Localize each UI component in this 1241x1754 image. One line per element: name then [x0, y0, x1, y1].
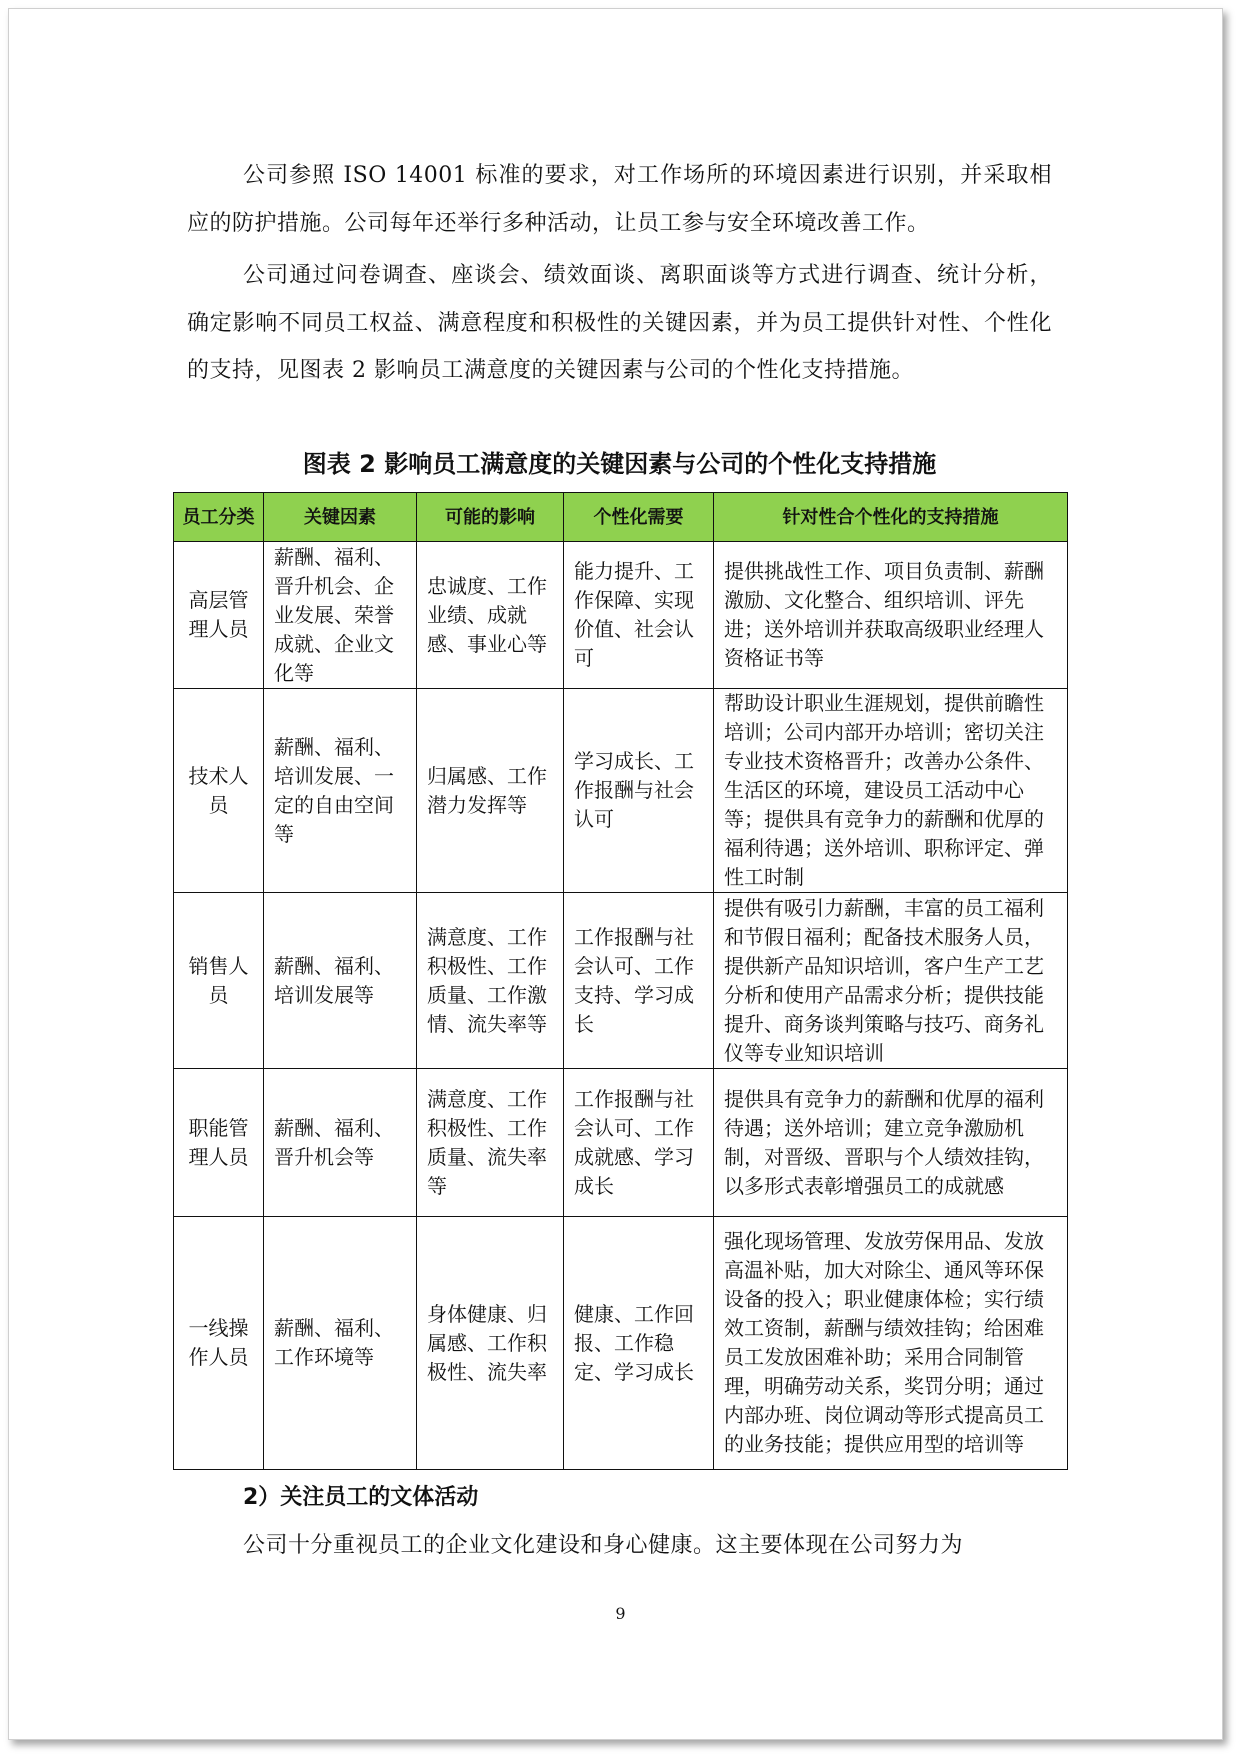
table-row	[174, 689, 1068, 893]
satisfaction-factors-table	[173, 492, 1068, 1470]
cell-measures: 提供有吸引力薪酬，丰富的员工福利和节假日福利；配备技术服务人员，提供新产品知识培训，客户生产工艺分析和使用产品需求分析；提供技能提升、商务谈判策略与技巧、商务礼仪等专业知识培训	[714, 893, 1068, 1069]
cell-needs: 工作报酬与社会认可、工作成就感、学习成长	[564, 1069, 714, 1217]
cell-key-factors: 薪酬、福利、培训发展、一定的自由空间等	[264, 689, 417, 893]
cell-impact: 满意度、工作积极性、工作质量、工作激情、流失率等	[417, 893, 564, 1069]
table-header-row	[174, 493, 1068, 542]
paragraph-environment: 公司参照 ISO 14001 标准的要求，对工作场所的环境因素进行识别，并采取相应的防护措施。公司每年还举行多种活动，让员工参与安全环境改善工作。	[187, 163, 1052, 236]
table-row	[174, 542, 1068, 689]
cell-key-factors: 薪酬、福利、培训发展等	[264, 893, 417, 1069]
header-key-factors: 关键因素	[264, 493, 417, 542]
header-support-measures: 针对性合个性化的支持措施	[714, 493, 1068, 542]
cell-measures: 强化现场管理、发放劳保用品、发放高温补贴，加大对除尘、通风等环保设备的投入；职业健康体检；实行绩效工资制，薪酬与绩效挂钩；给困难员工发放困难补助；采用合同制管理，明确劳动关系，奖罚分明；通过内部办班、岗位调动等形式提高员工的业务技能；提供应用型的培训等	[714, 1217, 1068, 1470]
table-row	[174, 1069, 1068, 1217]
cell-needs: 工作报酬与社会认可、工作支持、学习成长	[564, 893, 714, 1069]
page-number: 9	[615, 1604, 626, 1623]
header-employee-category: 员工分类	[174, 493, 264, 542]
paragraph-survey: 公司通过问卷调查、座谈会、绩效面谈、离职面谈等方式进行调查、统计分析，确定影响不同员工权益、满意程度和积极性的关键因素，并为员工提供针对性、个性化的支持，见图表 2 影响员工满意度的关键因素与公司的个性化支持措施。	[187, 263, 1052, 383]
cell-needs: 能力提升、工作保障、实现价值、社会认可	[564, 542, 714, 689]
cell-key-factors: 薪酬、福利、晋升机会、企业发展、荣誉成就、企业文化等	[264, 542, 417, 689]
cell-needs: 健康、工作回报、工作稳定、学习成长	[564, 1217, 714, 1470]
cell-key-factors: 薪酬、福利、晋升机会等	[264, 1069, 417, 1217]
cell-category: 高层管理人员	[174, 542, 264, 689]
cell-measures: 提供挑战性工作、项目负责制、薪酬激励、文化整合、组织培训、评先进；送外培训并获取高级职业经理人资格证书等	[714, 542, 1068, 689]
table-caption: 图表 2 影响员工满意度的关键因素与公司的个性化支持措施	[302, 450, 937, 478]
cell-measures: 帮助设计职业生涯规划，提供前瞻性培训；公司内部开办培训；密切关注专业技术资格晋升；改善办公条件、生活区的环境，建设员工活动中心等；提供具有竞争力的薪酬和优厚的福利待遇；送外培训、职称评定、弹性工时制	[714, 689, 1068, 893]
cell-needs: 学习成长、工作报酬与社会认可	[564, 689, 714, 893]
cell-category: 一线操作人员	[174, 1217, 264, 1470]
cell-measures: 提供具有竞争力的薪酬和优厚的福利待遇；送外培训；建立竞争激励机制，对晋级、晋职与个人绩效挂钩，以多形式表彰增强员工的成就感	[714, 1069, 1068, 1217]
header-personal-needs: 个性化需要	[564, 493, 714, 542]
paragraph-culture: 公司十分重视员工的企业文化建设和身心健康。这主要体现在公司努力为	[243, 1533, 964, 1558]
table-row	[174, 893, 1068, 1069]
cell-category: 职能管理人员	[174, 1069, 264, 1217]
cell-category: 销售人员	[174, 893, 264, 1069]
cell-impact: 满意度、工作积极性、工作质量、流失率等	[417, 1069, 564, 1217]
header-possible-impact: 可能的影响	[417, 493, 564, 542]
cell-category: 技术人员	[174, 689, 264, 893]
cell-impact: 忠诚度、工作业绩、成就感、事业心等	[417, 542, 564, 689]
cell-key-factors: 薪酬、福利、工作环境等	[264, 1217, 417, 1470]
table-row	[174, 1217, 1068, 1470]
section-heading: 2）关注员工的文体活动	[243, 1485, 479, 1510]
cell-impact: 身体健康、归属感、工作积极性、流失率	[417, 1217, 564, 1470]
cell-impact: 归属感、工作潜力发挥等	[417, 689, 564, 893]
